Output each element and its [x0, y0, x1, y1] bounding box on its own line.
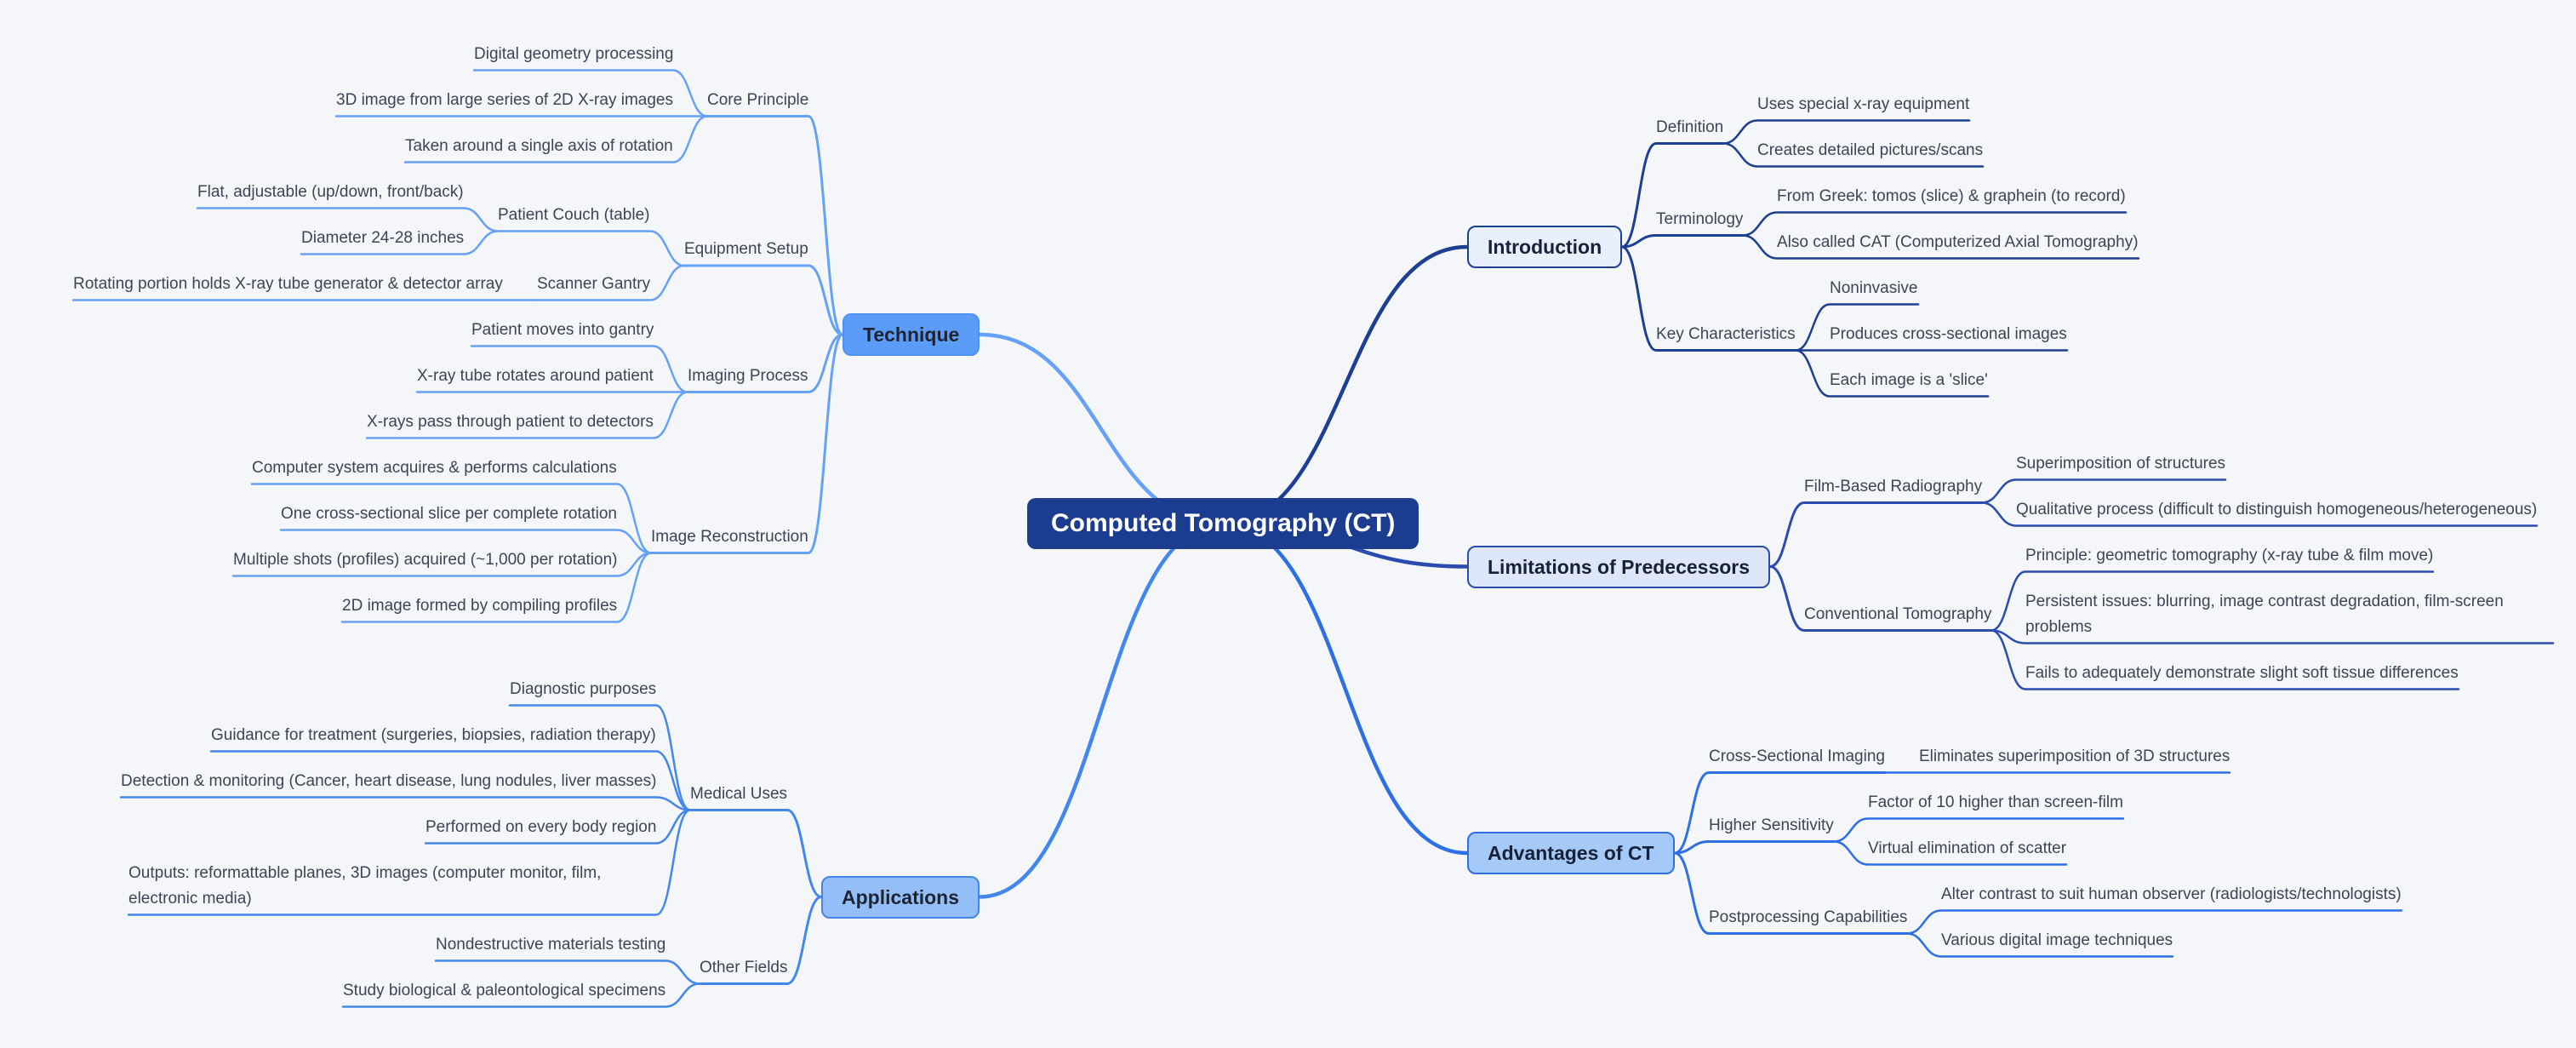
- node-label[interactable]: Study biological & paleontological specimens: [343, 981, 666, 999]
- node-label[interactable]: 3D image from large series of 2D X-ray images: [336, 90, 673, 109]
- branch-node-advantages-of-ct[interactable]: Advantages of CT: [1467, 832, 1675, 874]
- node-label[interactable]: Various digital image techniques: [1941, 931, 2173, 949]
- node-label[interactable]: One cross-sectional slice per complete rotation: [281, 504, 617, 523]
- node-label[interactable]: Creates detailed pictures/scans: [1757, 140, 1984, 159]
- node-label[interactable]: Medical Uses: [690, 784, 788, 803]
- branch-node-technique[interactable]: Technique: [842, 313, 980, 356]
- node-label[interactable]: Higher Sensitivity: [1709, 816, 1834, 834]
- branch-link: [1770, 503, 1982, 567]
- node-label[interactable]: Virtual elimination of scatter: [1868, 839, 2067, 857]
- root-node[interactable]: Computed Tomography (CT): [1027, 498, 1419, 549]
- node-label[interactable]: Postprocessing Capabilities: [1709, 908, 1908, 926]
- branch-node-limitations-of-predecessors[interactable]: Limitations of Predecessors: [1467, 546, 1770, 588]
- node-label[interactable]: Patient Couch (table): [498, 205, 650, 224]
- node-label[interactable]: Definition: [1656, 117, 1724, 136]
- node-label[interactable]: Key Characteristics: [1656, 324, 1796, 343]
- node-label[interactable]: Each image is a 'slice': [1830, 370, 1988, 389]
- branch-link: [684, 266, 842, 335]
- node-label[interactable]: Computer system acquires & performs calculations: [252, 458, 617, 477]
- node-label[interactable]: Patient moves into gantry: [471, 320, 654, 339]
- branch-link: [510, 706, 690, 810]
- node-label[interactable]: From Greek: tomos (slice) & graphein (to record): [1777, 186, 2126, 205]
- branch-link: [1223, 524, 1467, 853]
- node-label[interactable]: Core Principle: [707, 90, 809, 109]
- node-label[interactable]: Nondestructive materials testing: [436, 935, 666, 954]
- branch-link: [980, 524, 1223, 897]
- branch-node-introduction[interactable]: Introduction: [1467, 226, 1622, 268]
- node-label[interactable]: Diagnostic purposes: [510, 679, 657, 698]
- branch-link: [498, 232, 684, 266]
- node-label[interactable]: Terminology: [1656, 209, 1744, 228]
- node-label[interactable]: Noninvasive: [1830, 278, 1918, 297]
- node-label[interactable]: Taken around a single axis of rotation: [405, 136, 673, 155]
- node-label[interactable]: Superimposition of structures: [2016, 454, 2226, 472]
- node-label[interactable]: Cross-Sectional Imaging: [1709, 747, 1885, 765]
- node-label[interactable]: X-rays pass through patient to detectors: [367, 412, 654, 431]
- branch-link: [1675, 842, 1834, 854]
- node-label[interactable]: Outputs: reformattable planes, 3D images (computer monitor, film, electronic media): [129, 863, 602, 908]
- node-label[interactable]: Digital geometry processing: [474, 44, 674, 63]
- node-label[interactable]: Diameter 24-28 inches: [301, 228, 465, 247]
- node-label[interactable]: Guidance for treatment (surgeries, biopsies, radiation therapy): [211, 725, 656, 744]
- node-label[interactable]: Uses special x-ray equipment: [1757, 94, 1970, 113]
- node-label[interactable]: Multiple shots (profiles) acquired (~1,000 per rotation): [233, 550, 618, 569]
- node-label[interactable]: Image Reconstruction: [651, 527, 808, 546]
- node-label[interactable]: Detection & monitoring (Cancer, heart disease, lung nodules, liver masses): [121, 771, 657, 790]
- node-label[interactable]: X-ray tube rotates around patient: [417, 366, 654, 385]
- node-label[interactable]: Fails to adequately demonstrate slight soft tissue differences: [2025, 663, 2459, 682]
- node-label[interactable]: Principle: geometric tomography (x-ray tube & film move): [2025, 546, 2434, 564]
- node-label[interactable]: Performed on every body region: [426, 817, 657, 836]
- node-label[interactable]: Film-Based Radiography: [1804, 477, 1983, 495]
- branch-node-applications[interactable]: Applications: [821, 876, 980, 919]
- node-label[interactable]: Also called CAT (Computerized Axial Tomography): [1777, 232, 2139, 251]
- branch-link: [707, 117, 842, 335]
- node-label[interactable]: Factor of 10 higher than screen-film: [1868, 793, 2123, 811]
- node-label[interactable]: Flat, adjustable (up/down, front/back): [197, 182, 464, 201]
- node-label[interactable]: Equipment Setup: [684, 240, 808, 258]
- branch-link: [1223, 247, 1467, 524]
- node-label[interactable]: 2D image formed by compiling profiles: [342, 596, 618, 615]
- branch-link: [121, 798, 690, 810]
- node-label[interactable]: Other Fields: [700, 958, 788, 976]
- node-label[interactable]: Qualitative process (difficult to distinguish homogeneous/heterogeneous): [2016, 500, 2538, 518]
- node-label[interactable]: Rotating portion holds X-ray tube generator & detector array: [73, 274, 503, 293]
- node-label[interactable]: Scanner Gantry: [537, 274, 651, 293]
- node-label[interactable]: Eliminates superimposition of 3D structures: [1919, 747, 2230, 765]
- branch-link: [690, 810, 821, 897]
- node-label[interactable]: Alter contrast to suit human observer (radiologists/technologists): [1941, 885, 2402, 903]
- node-label[interactable]: Produces cross-sectional images: [1830, 324, 2067, 343]
- branch-link: [1622, 236, 1743, 248]
- branch-link: [980, 335, 1223, 524]
- node-label[interactable]: Conventional Tomography: [1804, 604, 1992, 623]
- node-label[interactable]: Persistent issues: blurring, image contrast degradation, film-screen problems: [2025, 592, 2504, 636]
- node-label[interactable]: Imaging Process: [688, 366, 808, 385]
